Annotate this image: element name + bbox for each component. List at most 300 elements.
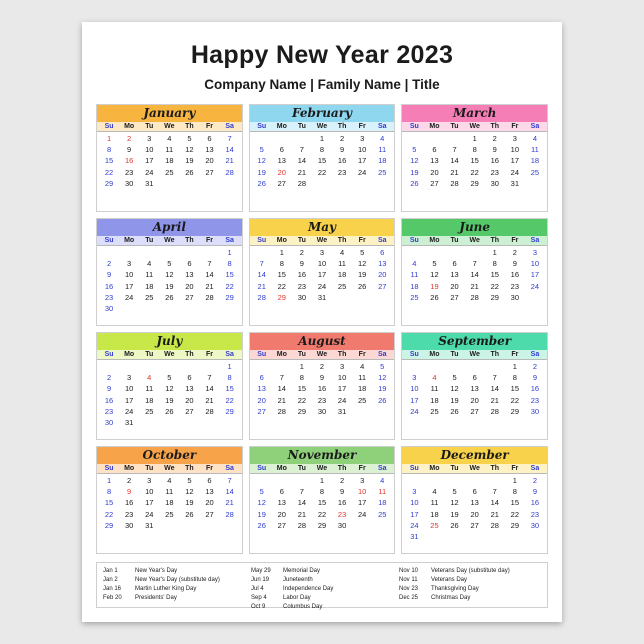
day-cell[interactable]: 18 xyxy=(430,509,439,519)
day-cell[interactable]: 4 xyxy=(532,133,538,143)
day-cell[interactable]: 16 xyxy=(530,498,540,508)
day-cell[interactable]: 9 xyxy=(106,384,112,394)
day-cell[interactable]: 7 xyxy=(227,133,232,143)
day-cell[interactable]: 25 xyxy=(337,281,347,291)
day-cell[interactable]: 14 xyxy=(297,156,307,166)
day-cell[interactable]: 29 xyxy=(297,407,307,417)
day-cell[interactable]: 8 xyxy=(512,372,517,382)
day-cell[interactable]: 29 xyxy=(510,521,520,531)
day-cell[interactable]: 4 xyxy=(167,133,172,143)
day-cell[interactable]: 23 xyxy=(530,395,540,405)
day-cell[interactable]: 3 xyxy=(147,133,152,143)
day-cell[interactable]: 19 xyxy=(165,395,174,405)
day-cell[interactable]: 22 xyxy=(225,281,234,291)
day-cell[interactable]: 1 xyxy=(492,247,497,257)
day-cell[interactable]: 11 xyxy=(378,486,387,496)
day-cell[interactable]: 28 xyxy=(225,167,234,177)
day-cell[interactable]: 22 xyxy=(317,509,327,519)
day-cell[interactable]: 27 xyxy=(257,407,266,417)
day-cell[interactable]: 22 xyxy=(470,167,479,177)
day-cell[interactable]: 28 xyxy=(277,407,286,417)
day-cell[interactable]: 17 xyxy=(124,395,134,405)
day-cell[interactable]: 2 xyxy=(127,133,132,143)
day-cell[interactable]: 4 xyxy=(412,258,417,268)
day-cell[interactable]: 17 xyxy=(317,270,327,280)
day-cell[interactable]: 21 xyxy=(205,395,214,405)
day-cell[interactable]: 3 xyxy=(339,361,345,371)
day-cell[interactable]: 29 xyxy=(490,293,499,303)
day-cell[interactable]: 1 xyxy=(319,475,325,485)
day-cell[interactable]: 22 xyxy=(104,167,114,177)
day-cell[interactable]: 26 xyxy=(257,179,266,189)
day-cell[interactable]: 22 xyxy=(510,395,520,405)
day-cell[interactable]: 9 xyxy=(127,144,132,154)
day-cell[interactable]: 12 xyxy=(378,372,387,382)
day-cell[interactable]: 15 xyxy=(490,270,499,280)
day-cell[interactable]: 30 xyxy=(490,179,499,189)
day-cell[interactable]: 22 xyxy=(225,395,234,405)
day-cell[interactable]: 16 xyxy=(124,498,134,508)
day-cell[interactable]: 24 xyxy=(124,407,134,417)
day-cell[interactable]: 16 xyxy=(297,270,307,280)
day-cell[interactable]: 25 xyxy=(145,407,154,417)
day-cell[interactable]: 22 xyxy=(510,509,520,519)
day-cell[interactable]: 18 xyxy=(358,384,367,394)
day-cell[interactable]: 5 xyxy=(259,486,264,496)
day-cell[interactable]: 22 xyxy=(277,281,286,291)
day-cell[interactable]: 20 xyxy=(470,509,479,519)
day-cell[interactable]: 6 xyxy=(207,475,212,485)
day-cell[interactable]: 15 xyxy=(317,498,327,508)
day-cell[interactable]: 11 xyxy=(410,270,419,280)
day-cell[interactable]: 18 xyxy=(165,498,174,508)
day-cell[interactable]: 27 xyxy=(185,407,194,417)
day-cell[interactable]: 11 xyxy=(378,144,387,154)
day-cell[interactable]: 31 xyxy=(337,407,347,417)
day-cell[interactable]: 8 xyxy=(319,144,325,154)
day-cell[interactable]: 13 xyxy=(277,156,286,166)
day-cell[interactable]: 16 xyxy=(337,156,347,166)
day-cell[interactable]: 21 xyxy=(297,167,307,177)
day-cell[interactable]: 24 xyxy=(510,167,520,177)
day-cell[interactable]: 18 xyxy=(410,281,419,291)
day-cell[interactable]: 7 xyxy=(207,258,212,268)
day-cell[interactable]: 3 xyxy=(127,258,132,268)
day-cell[interactable]: 12 xyxy=(257,498,266,508)
day-cell[interactable]: 2 xyxy=(106,372,112,382)
day-cell[interactable]: 11 xyxy=(145,384,154,394)
day-cell[interactable]: 8 xyxy=(319,486,325,496)
day-cell[interactable]: 6 xyxy=(432,144,437,154)
day-cell[interactable]: 13 xyxy=(277,498,286,508)
day-cell[interactable]: 14 xyxy=(257,270,266,280)
day-cell[interactable]: 13 xyxy=(378,258,387,268)
day-cell[interactable]: 8 xyxy=(106,486,112,496)
day-cell[interactable]: 16 xyxy=(490,156,499,166)
day-cell[interactable]: 23 xyxy=(337,167,347,177)
day-cell[interactable]: 5 xyxy=(187,475,192,485)
day-cell[interactable]: 20 xyxy=(277,509,286,519)
day-cell[interactable]: 29 xyxy=(317,521,327,531)
day-cell[interactable]: 1 xyxy=(106,475,112,485)
day-cell[interactable]: 14 xyxy=(450,156,459,166)
day-cell[interactable]: 22 xyxy=(317,167,327,177)
day-cell[interactable]: 14 xyxy=(470,270,479,280)
day-cell[interactable]: 17 xyxy=(145,156,154,166)
day-cell[interactable]: 5 xyxy=(452,486,457,496)
day-cell[interactable]: 11 xyxy=(358,372,367,382)
day-cell[interactable]: 7 xyxy=(492,372,497,382)
day-cell[interactable]: 25 xyxy=(358,395,367,405)
day-cell[interactable]: 25 xyxy=(430,407,439,417)
day-cell[interactable]: 13 xyxy=(205,486,214,496)
day-cell[interactable]: 18 xyxy=(530,156,540,166)
day-cell[interactable]: 9 xyxy=(512,258,517,268)
day-cell[interactable]: 5 xyxy=(187,133,192,143)
day-cell[interactable]: 1 xyxy=(472,133,477,143)
day-cell[interactable]: 26 xyxy=(450,521,459,531)
day-cell[interactable]: 28 xyxy=(205,293,214,303)
day-cell[interactable]: 11 xyxy=(531,144,539,154)
day-cell[interactable]: 29 xyxy=(510,407,520,417)
day-cell[interactable]: 29 xyxy=(225,407,234,417)
day-cell[interactable]: 10 xyxy=(124,270,134,280)
day-cell[interactable]: 14 xyxy=(297,498,307,508)
day-cell[interactable]: 23 xyxy=(317,395,327,405)
day-cell[interactable]: 1 xyxy=(512,361,517,371)
day-cell[interactable]: 1 xyxy=(106,133,112,143)
day-cell[interactable]: 15 xyxy=(104,498,114,508)
day-cell[interactable]: 15 xyxy=(470,156,479,166)
day-cell[interactable]: 5 xyxy=(412,144,417,154)
day-cell[interactable]: 19 xyxy=(450,395,459,405)
day-cell[interactable]: 8 xyxy=(512,486,517,496)
day-cell[interactable]: 4 xyxy=(380,475,385,485)
day-cell[interactable]: 27 xyxy=(430,179,439,189)
day-cell[interactable]: 30 xyxy=(104,304,114,314)
day-cell[interactable]: 4 xyxy=(360,361,365,371)
day-cell[interactable]: 12 xyxy=(185,486,194,496)
day-cell[interactable]: 27 xyxy=(277,521,286,531)
day-cell[interactable]: 2 xyxy=(127,475,132,485)
day-cell[interactable]: 2 xyxy=(492,133,497,143)
day-cell[interactable]: 23 xyxy=(510,281,520,291)
day-cell[interactable]: 7 xyxy=(259,258,264,268)
day-cell[interactable]: 21 xyxy=(470,281,479,291)
day-cell[interactable]: 7 xyxy=(299,486,304,496)
day-cell[interactable]: 12 xyxy=(450,498,459,508)
day-cell[interactable]: 16 xyxy=(104,395,114,405)
day-cell[interactable]: 25 xyxy=(378,167,387,177)
day-cell[interactable]: 15 xyxy=(317,156,327,166)
day-cell[interactable]: 18 xyxy=(337,270,347,280)
day-cell[interactable]: 1 xyxy=(227,247,232,257)
day-cell[interactable]: 17 xyxy=(337,384,347,394)
day-cell[interactable]: 17 xyxy=(124,281,134,291)
day-cell[interactable]: 1 xyxy=(512,475,517,485)
day-cell[interactable]: 10 xyxy=(530,258,540,268)
day-cell[interactable]: 2 xyxy=(339,133,345,143)
day-cell[interactable]: 25 xyxy=(165,167,174,177)
day-cell[interactable]: 30 xyxy=(337,521,347,531)
day-cell[interactable]: 17 xyxy=(358,156,367,166)
day-cell[interactable]: 16 xyxy=(337,498,347,508)
day-cell[interactable]: 19 xyxy=(257,167,266,177)
day-cell[interactable]: 21 xyxy=(450,167,459,177)
day-cell[interactable]: 24 xyxy=(145,509,154,519)
day-cell[interactable]: 18 xyxy=(378,498,387,508)
day-cell[interactable]: 7 xyxy=(452,144,457,154)
day-cell[interactable]: 23 xyxy=(530,509,540,519)
day-cell[interactable]: 10 xyxy=(337,372,347,382)
day-cell[interactable]: 21 xyxy=(277,395,286,405)
day-cell[interactable]: 4 xyxy=(432,372,437,382)
day-cell[interactable]: 30 xyxy=(124,521,134,531)
day-cell[interactable]: 28 xyxy=(450,179,459,189)
day-cell[interactable]: 3 xyxy=(360,475,365,485)
day-cell[interactable]: 22 xyxy=(297,395,307,405)
day-cell[interactable]: 3 xyxy=(532,247,538,257)
day-cell[interactable]: 24 xyxy=(410,407,419,417)
day-cell[interactable]: 17 xyxy=(358,498,367,508)
day-cell[interactable]: 10 xyxy=(510,144,520,154)
day-cell[interactable]: 12 xyxy=(410,156,419,166)
day-cell[interactable]: 15 xyxy=(277,270,286,280)
day-cell[interactable]: 9 xyxy=(532,486,538,496)
day-cell[interactable]: 14 xyxy=(277,384,286,394)
day-cell[interactable]: 4 xyxy=(432,486,437,496)
day-cell[interactable]: 16 xyxy=(124,156,134,166)
day-cell[interactable]: 20 xyxy=(470,395,479,405)
day-cell[interactable]: 27 xyxy=(277,179,286,189)
day-cell[interactable]: 20 xyxy=(378,270,387,280)
day-cell[interactable]: 12 xyxy=(430,270,439,280)
day-cell[interactable]: 28 xyxy=(297,179,307,189)
day-cell[interactable]: 13 xyxy=(185,384,194,394)
day-cell[interactable]: 9 xyxy=(532,372,538,382)
day-cell[interactable]: 26 xyxy=(378,395,387,405)
day-cell[interactable]: 7 xyxy=(299,144,304,154)
day-cell[interactable]: 10 xyxy=(124,384,134,394)
day-cell[interactable]: 12 xyxy=(165,270,174,280)
day-cell[interactable]: 19 xyxy=(165,281,174,291)
day-cell[interactable]: 17 xyxy=(145,498,154,508)
day-cell[interactable]: 20 xyxy=(185,281,194,291)
day-cell[interactable]: 29 xyxy=(104,521,114,531)
day-cell[interactable]: 23 xyxy=(104,407,114,417)
day-cell[interactable]: 3 xyxy=(412,372,417,382)
day-cell[interactable]: 26 xyxy=(257,521,266,531)
day-cell[interactable]: 22 xyxy=(104,509,114,519)
day-cell[interactable]: 31 xyxy=(510,179,520,189)
day-cell[interactable]: 4 xyxy=(147,372,152,382)
day-cell[interactable]: 6 xyxy=(472,486,477,496)
day-cell[interactable]: 31 xyxy=(410,532,419,542)
day-cell[interactable]: 6 xyxy=(472,372,477,382)
day-cell[interactable]: 12 xyxy=(257,156,266,166)
day-cell[interactable]: 20 xyxy=(430,167,439,177)
day-cell[interactable]: 8 xyxy=(227,258,232,268)
day-cell[interactable]: 26 xyxy=(430,293,439,303)
day-cell[interactable]: 4 xyxy=(339,247,345,257)
day-cell[interactable]: 31 xyxy=(317,293,327,303)
day-cell[interactable]: 16 xyxy=(104,281,114,291)
day-cell[interactable]: 6 xyxy=(207,133,212,143)
day-cell[interactable]: 15 xyxy=(225,270,234,280)
day-cell[interactable]: 7 xyxy=(227,475,232,485)
day-cell[interactable]: 2 xyxy=(512,247,517,257)
day-cell[interactable]: 26 xyxy=(185,167,194,177)
day-cell[interactable]: 30 xyxy=(530,407,540,417)
day-cell[interactable]: 28 xyxy=(490,521,499,531)
day-cell[interactable]: 12 xyxy=(185,144,194,154)
day-cell[interactable]: 27 xyxy=(470,407,479,417)
day-cell[interactable]: 6 xyxy=(259,372,264,382)
day-cell[interactable]: 10 xyxy=(145,144,154,154)
day-cell[interactable]: 23 xyxy=(337,509,347,519)
day-cell[interactable]: 30 xyxy=(124,179,134,189)
day-cell[interactable]: 23 xyxy=(124,167,134,177)
day-cell[interactable]: 30 xyxy=(297,293,307,303)
day-cell[interactable]: 8 xyxy=(492,258,497,268)
day-cell[interactable]: 14 xyxy=(490,498,499,508)
day-cell[interactable]: 10 xyxy=(358,486,367,496)
day-cell[interactable]: 13 xyxy=(205,144,214,154)
day-cell[interactable]: 21 xyxy=(225,156,234,166)
day-cell[interactable]: 10 xyxy=(410,498,419,508)
day-cell[interactable]: 19 xyxy=(257,509,266,519)
day-cell[interactable]: 28 xyxy=(490,407,499,417)
day-cell[interactable]: 29 xyxy=(104,179,114,189)
day-cell[interactable]: 4 xyxy=(167,475,172,485)
day-cell[interactable]: 9 xyxy=(339,486,345,496)
day-cell[interactable]: 3 xyxy=(147,475,152,485)
day-cell[interactable]: 24 xyxy=(358,509,367,519)
day-cell[interactable]: 9 xyxy=(492,144,497,154)
day-cell[interactable]: 3 xyxy=(512,133,517,143)
day-cell[interactable]: 24 xyxy=(410,521,419,531)
day-cell[interactable]: 6 xyxy=(187,258,192,268)
day-cell[interactable]: 5 xyxy=(452,372,457,382)
day-cell[interactable]: 18 xyxy=(430,395,439,405)
day-cell[interactable]: 10 xyxy=(410,384,419,394)
day-cell[interactable]: 30 xyxy=(530,521,540,531)
day-cell[interactable]: 26 xyxy=(165,293,174,303)
day-cell[interactable]: 11 xyxy=(338,258,346,268)
day-cell[interactable]: 6 xyxy=(279,144,284,154)
day-cell[interactable]: 23 xyxy=(124,509,134,519)
day-cell[interactable]: 28 xyxy=(205,407,214,417)
day-cell[interactable]: 5 xyxy=(432,258,437,268)
day-cell[interactable]: 26 xyxy=(450,407,459,417)
day-cell[interactable]: 2 xyxy=(319,361,325,371)
day-cell[interactable]: 9 xyxy=(299,258,304,268)
day-cell[interactable]: 14 xyxy=(205,270,214,280)
day-cell[interactable]: 15 xyxy=(297,384,307,394)
day-cell[interactable]: 19 xyxy=(410,167,419,177)
day-cell[interactable]: 21 xyxy=(257,281,266,291)
day-cell[interactable]: 31 xyxy=(145,179,154,189)
day-cell[interactable]: 23 xyxy=(104,293,114,303)
day-cell[interactable]: 17 xyxy=(410,509,419,519)
day-cell[interactable]: 26 xyxy=(185,509,194,519)
day-cell[interactable]: 7 xyxy=(472,258,477,268)
day-cell[interactable]: 4 xyxy=(380,133,385,143)
day-cell[interactable]: 29 xyxy=(225,293,234,303)
day-cell[interactable]: 2 xyxy=(532,361,538,371)
day-cell[interactable]: 21 xyxy=(205,281,214,291)
day-cell[interactable]: 18 xyxy=(378,156,387,166)
day-cell[interactable]: 2 xyxy=(532,475,538,485)
day-cell[interactable]: 8 xyxy=(472,144,477,154)
day-cell[interactable]: 14 xyxy=(225,144,234,154)
day-cell[interactable]: 29 xyxy=(277,293,286,303)
day-cell[interactable]: 8 xyxy=(106,144,112,154)
day-cell[interactable]: 19 xyxy=(430,281,439,291)
day-cell[interactable]: 19 xyxy=(185,156,194,166)
day-cell[interactable]: 15 xyxy=(510,498,520,508)
day-cell[interactable]: 23 xyxy=(297,281,307,291)
day-cell[interactable]: 17 xyxy=(410,395,419,405)
day-cell[interactable]: 19 xyxy=(450,509,459,519)
day-cell[interactable]: 9 xyxy=(106,270,112,280)
day-cell[interactable]: 15 xyxy=(510,384,520,394)
day-cell[interactable]: 8 xyxy=(299,372,304,382)
day-cell[interactable]: 19 xyxy=(378,384,387,394)
day-cell[interactable]: 5 xyxy=(167,258,172,268)
day-cell[interactable]: 31 xyxy=(124,418,134,428)
day-cell[interactable]: 18 xyxy=(145,395,154,405)
day-cell[interactable]: 25 xyxy=(530,167,540,177)
day-cell[interactable]: 1 xyxy=(319,133,325,143)
day-cell[interactable]: 25 xyxy=(410,293,419,303)
day-cell[interactable]: 25 xyxy=(145,293,154,303)
day-cell[interactable]: 11 xyxy=(145,270,154,280)
day-cell[interactable]: 12 xyxy=(450,384,459,394)
day-cell[interactable]: 13 xyxy=(450,270,459,280)
day-cell[interactable]: 5 xyxy=(167,372,172,382)
day-cell[interactable]: 10 xyxy=(317,258,327,268)
day-cell[interactable]: 25 xyxy=(165,509,174,519)
day-cell[interactable]: 8 xyxy=(279,258,284,268)
day-cell[interactable]: 13 xyxy=(470,498,479,508)
day-cell[interactable]: 2 xyxy=(299,247,304,257)
day-cell[interactable]: 24 xyxy=(145,167,154,177)
day-cell[interactable]: 27 xyxy=(185,293,194,303)
day-cell[interactable]: 1 xyxy=(227,361,232,371)
day-cell[interactable]: 1 xyxy=(299,361,304,371)
day-cell[interactable]: 21 xyxy=(490,509,499,519)
day-cell[interactable]: 18 xyxy=(145,281,154,291)
day-cell[interactable]: 24 xyxy=(530,281,540,291)
day-cell[interactable]: 12 xyxy=(358,258,367,268)
day-cell[interactable]: 30 xyxy=(510,293,520,303)
day-cell[interactable]: 19 xyxy=(358,270,367,280)
day-cell[interactable]: 29 xyxy=(470,179,479,189)
day-cell[interactable]: 11 xyxy=(165,486,174,496)
day-cell[interactable]: 2 xyxy=(106,258,112,268)
day-cell[interactable]: 14 xyxy=(490,384,499,394)
day-cell[interactable]: 30 xyxy=(317,407,327,417)
day-cell[interactable]: 6 xyxy=(380,247,385,257)
day-cell[interactable]: 6 xyxy=(187,372,192,382)
day-cell[interactable]: 22 xyxy=(490,281,499,291)
day-cell[interactable]: 23 xyxy=(490,167,499,177)
day-cell[interactable]: 24 xyxy=(358,167,367,177)
day-cell[interactable]: 21 xyxy=(297,509,307,519)
day-cell[interactable]: 16 xyxy=(317,384,327,394)
day-cell[interactable]: 12 xyxy=(165,384,174,394)
